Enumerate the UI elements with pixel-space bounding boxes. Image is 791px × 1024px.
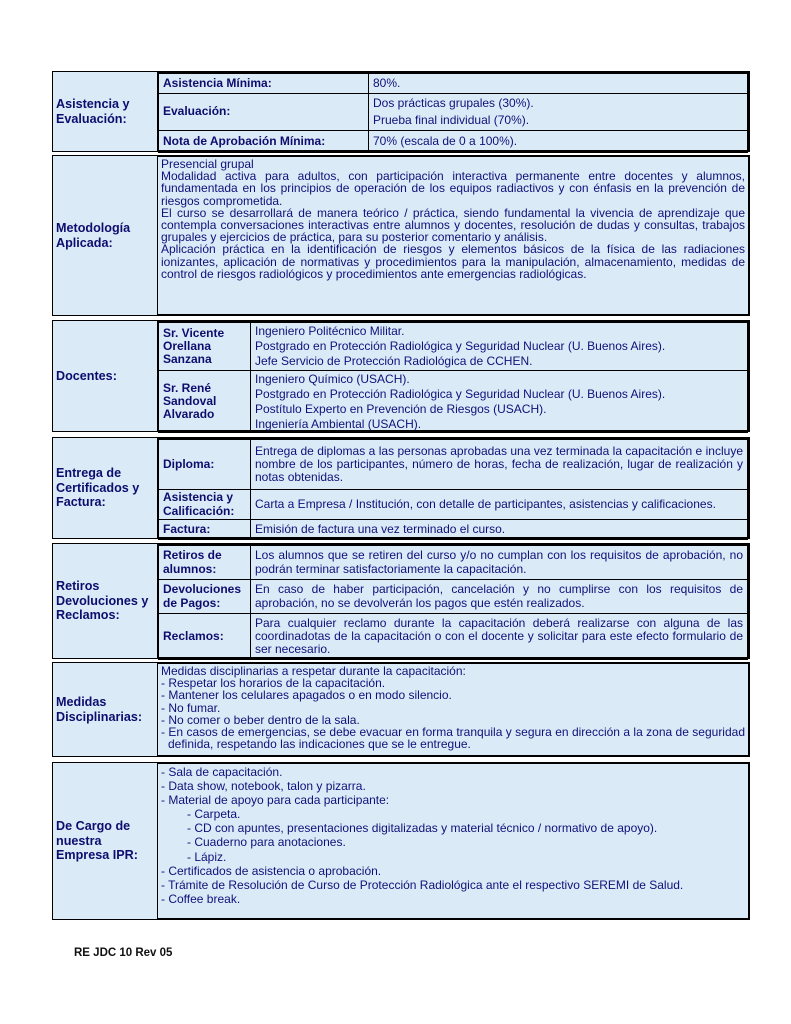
table-row bbox=[159, 546, 748, 580]
row-value: Entrega de diplomas a las personas aprobadas una vez terminada la capacitación e incluye nombre de los participantes, número de horas, fecha de realización, lugar de realización y notas obtenidas. bbox=[251, 440, 748, 490]
docentes-table bbox=[158, 322, 748, 433]
section-content bbox=[157, 663, 749, 756]
medidas-text bbox=[158, 664, 748, 750]
section-content bbox=[157, 321, 749, 431]
metodologia-text bbox=[158, 157, 748, 280]
paragraph: El curso se desarrollará de manera teórico / práctica, siendo fundamental la vivencia de aprendizaje que contempla conversaciones interactivas entre alumnos y docentes, resolución de dudas y consultas, trabajos grupales y ejercicios de práctica, para su posterior comentario y análisis. bbox=[161, 205, 745, 245]
list-item: - Material de apoyo para cada participante: bbox=[161, 793, 390, 808]
list-item: - Respetar los horarios de la capacitación. bbox=[161, 676, 386, 691]
row-key: Sr. Vicente Orellana Sanzana bbox=[159, 323, 251, 371]
row-key: Sr. René Sandoval Alvarado bbox=[159, 371, 251, 433]
list-item: - Trámite de Resolución de Curso de Protección Radiológica ante el respectivo SEREMI de Salud. bbox=[161, 877, 684, 892]
paragraph: Presencial grupal bbox=[161, 157, 254, 171]
list-item: - Lápiz. bbox=[187, 849, 227, 864]
cargo-text bbox=[158, 764, 748, 906]
section-content bbox=[157, 544, 749, 658]
table-row bbox=[159, 323, 748, 371]
medidas-intro: Medidas disciplinarias a respetar durante la capacitación: bbox=[161, 664, 466, 678]
row-key: Reclamos: bbox=[159, 614, 251, 660]
list-item: - Data show, notebook, talon y pizarra. bbox=[161, 779, 366, 794]
row-key: Evaluación: bbox=[159, 94, 369, 131]
row-value bbox=[369, 94, 748, 131]
table-row bbox=[159, 614, 748, 660]
row-key: Retiros de alumnos: bbox=[159, 546, 251, 580]
table-row bbox=[159, 520, 748, 540]
row-key: Diploma: bbox=[159, 440, 251, 490]
table-row bbox=[159, 371, 748, 433]
value-line: Prueba final individual (70%). bbox=[373, 113, 530, 127]
section-label: Entrega de Certificados y Factura: bbox=[56, 466, 140, 510]
asistencia-table bbox=[158, 73, 748, 153]
row-value: 80%. bbox=[369, 74, 748, 94]
section-content bbox=[157, 438, 749, 538]
section-metodologia bbox=[52, 155, 750, 316]
table-row bbox=[159, 131, 748, 153]
section-content bbox=[157, 156, 749, 315]
list-item: - Certificados de asistencia o aprobación. bbox=[161, 863, 382, 878]
section-docentes bbox=[52, 320, 750, 432]
section-label: Asistencia y Evaluación: bbox=[56, 97, 130, 126]
section-label: Retiros Devoluciones y Reclamos: bbox=[56, 579, 149, 623]
row-value: En caso de haber participación, cancelación y no cumplirse con los requisitos de aprobación, no se devolverán los pagos que estén realizados. bbox=[251, 580, 748, 614]
retiros-table bbox=[158, 545, 748, 660]
row-key: Devoluciones de Pagos: bbox=[159, 580, 251, 614]
row-value: Para cualquier reclamo durante la capacitación deberá realizarse con alguna de las coordinadotas de la capacitación o con el docente y solicitar para este efecto formulario de ser necesario. bbox=[251, 614, 748, 660]
section-asistencia bbox=[52, 71, 750, 152]
list-item: - Carpeta. bbox=[187, 807, 241, 822]
paragraph: Modalidad activa para adultos, con participación interactiva permanente entre docentes y alumnos, fundamentada en los principios de operación de los equipos radiactivos y con énfasis en la prevención de riesgos comprometida. bbox=[161, 169, 745, 208]
list-item: - Sala de capacitación. bbox=[161, 765, 283, 779]
section-content bbox=[157, 72, 749, 151]
value-line: Jefe Servicio de Protección Radiológica de CCHEN. bbox=[255, 354, 533, 368]
value-line: Dos prácticas grupales (30%). bbox=[373, 96, 534, 110]
row-value bbox=[251, 323, 748, 371]
table-row bbox=[159, 74, 748, 94]
entrega-table bbox=[158, 439, 748, 540]
row-key: Asistencia Mínima: bbox=[159, 74, 369, 94]
value-line: Ingeniero Químico (USACH). bbox=[255, 371, 410, 386]
section-medidas bbox=[52, 662, 750, 757]
value-line: Ingeniería Ambiental (USACH). bbox=[255, 416, 422, 431]
row-value: Los alumnos que se retiren del curso y/o no cumplan con los requisitos de aprobación, no podrán terminar satisfactoriamente la capacitación. bbox=[251, 546, 748, 580]
document-code: RE JDC 10 Rev 05 bbox=[74, 947, 173, 959]
section-retiros bbox=[52, 543, 750, 659]
table-row bbox=[159, 580, 748, 614]
value-line: Postgrado en Protección Radiológica y Seguridad Nuclear (U. Buenos Aires). bbox=[255, 386, 666, 401]
table-row bbox=[159, 440, 748, 490]
list-item: - Mantener los celulares apagados o en modo silencio. bbox=[161, 688, 452, 703]
list-item: - Cuaderno para anotaciones. bbox=[187, 835, 346, 850]
list-item: - Coffee break. bbox=[161, 891, 241, 906]
list-item: - No comer o beber dentro de la sala. bbox=[161, 712, 360, 727]
section-cargo bbox=[52, 762, 750, 920]
row-key: Nota de Aprobación Mínima: bbox=[159, 131, 369, 153]
row-value: Carta a Empresa / Institución, con detalle de participantes, asistencias y calificaciones. bbox=[251, 490, 748, 520]
table-row bbox=[159, 94, 748, 131]
row-key: Factura: bbox=[159, 520, 251, 540]
section-content bbox=[157, 763, 749, 919]
row-value: 70% (escala de 0 a 100%). bbox=[369, 131, 748, 153]
paragraph: Aplicación práctica en la identificación de riesgos y elementos básicos de la física de las radiaciones ionizantes, aplicación de normativas y procedimientos para la manipulación, almacenamiento, medidas de control de riesgos radiológicos y procedimientos ante emergencias radiológicas. bbox=[161, 242, 745, 281]
list-item: - CD con apuntes, presentaciones digitalizadas y material técnico / normativo de apoyo). bbox=[187, 821, 658, 836]
section-entrega bbox=[52, 437, 750, 539]
list-item: - No fumar. bbox=[161, 700, 221, 715]
section-label: Docentes: bbox=[56, 368, 117, 383]
section-label: Medidas Disciplinarias: bbox=[56, 695, 143, 724]
value-line: Ingeniero Politécnico Militar. bbox=[255, 324, 405, 338]
section-label: De Cargo de nuestra Empresa IPR: bbox=[56, 819, 138, 863]
row-value: Emisión de factura una vez terminado el curso. bbox=[251, 520, 748, 540]
list-item: - En casos de emergencias, se debe evacuar en forma tranquila y segura en dirección a la zona de seguridad definida, respetando las indicaciones que se le entregue. bbox=[161, 725, 745, 752]
table-row bbox=[159, 490, 748, 520]
value-line: Postítulo Experto en Prevención de Riesgos (USACH). bbox=[255, 401, 547, 416]
row-key: Asistencia y Calificación: bbox=[159, 490, 251, 520]
value-line: Postgrado en Protección Radiológica y Seguridad Nuclear (U. Buenos Aires). bbox=[255, 339, 666, 353]
row-value bbox=[251, 371, 748, 433]
section-label: Metodología Aplicada: bbox=[56, 221, 131, 250]
